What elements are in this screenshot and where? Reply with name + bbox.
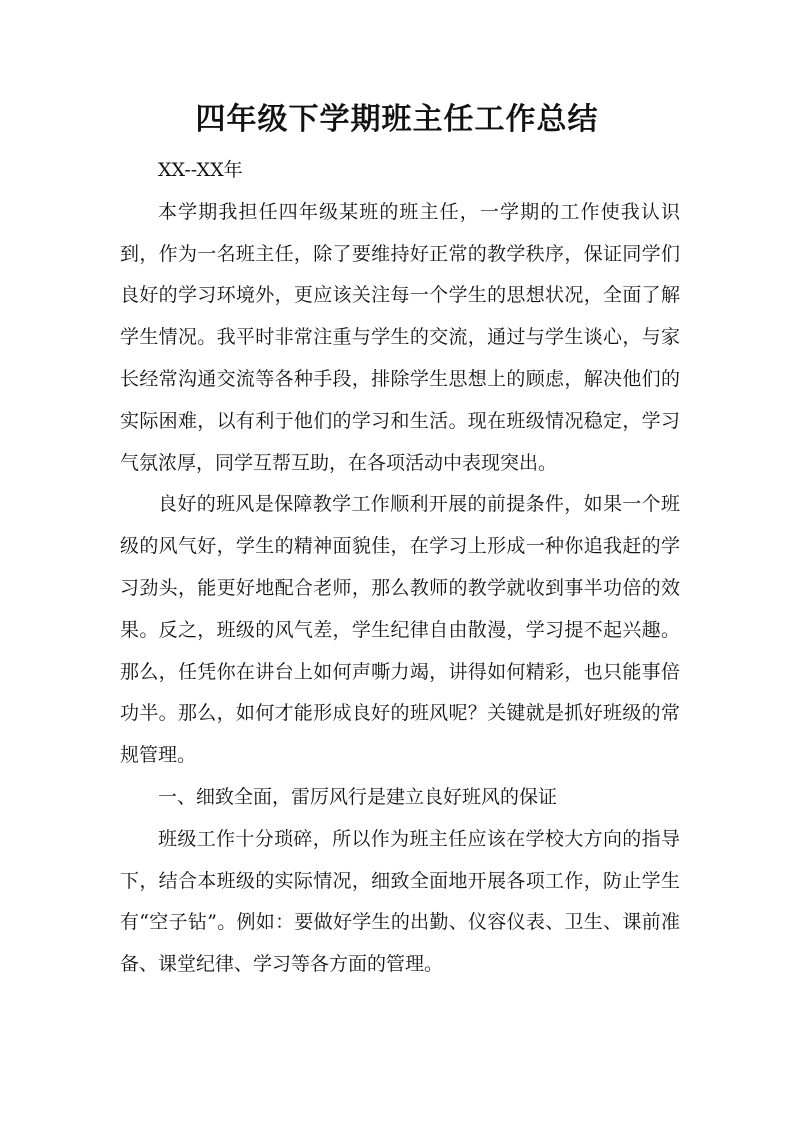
date-line: XX--XX年 xyxy=(158,159,243,181)
document-title: 四年级下学期班主任工作总结 xyxy=(195,102,599,137)
paragraph: 班级工作十分琐碎，所以作为班主任应该在学校大方向的指导下，结合本班级的实际情况，细致全面地开展各项工作，防止学生有“空子钻”。例如：要做好学生的出勤、仪容仪表、卫生、课前准备、课堂纪律、学习等各方面的管理。 xyxy=(120,827,680,976)
paragraph: 良好的班风是保障教学工作顺利开展的前提条件，如果一个班级的风气好，学生的精神面貌佳，在学习上形成一种你追我赶的学习劲头，能更好地配合老师，那么教师的教学就收到事半功倍的效果。反之，班级的风气差，学生纪律自由散漫，学习提不起兴趣。那么，任凭你在讲台上如何声嘶力竭，讲得如何精彩，也只能事倍功半。那么，如何才能形成良好的班风呢？关键就是抓好班级的常规管理。 xyxy=(120,493,680,767)
document-body xyxy=(120,150,680,986)
section-heading: 一、细致全面，雷厉风行是建立良好班风的保证 xyxy=(158,785,558,808)
paragraph: 本学期我担任四年级某班的班主任，一学期的工作使我认识到，作为一名班主任，除了要维持好正常的教学秩序，保证同学们良好的学习环境外，更应该关注每一个学生的思想状况，全面了解学生情况。我平时非常注重与学生的交流，通过与学生谈心，与家长经常沟通交流等各种手段，排除学生思想上的顾虑，解决他们的实际困难，以有利于他们的学习和生活。现在班级情况稳定，学习气氛浓厚，同学互帮互助，在各项活动中表现突出。 xyxy=(120,200,680,474)
